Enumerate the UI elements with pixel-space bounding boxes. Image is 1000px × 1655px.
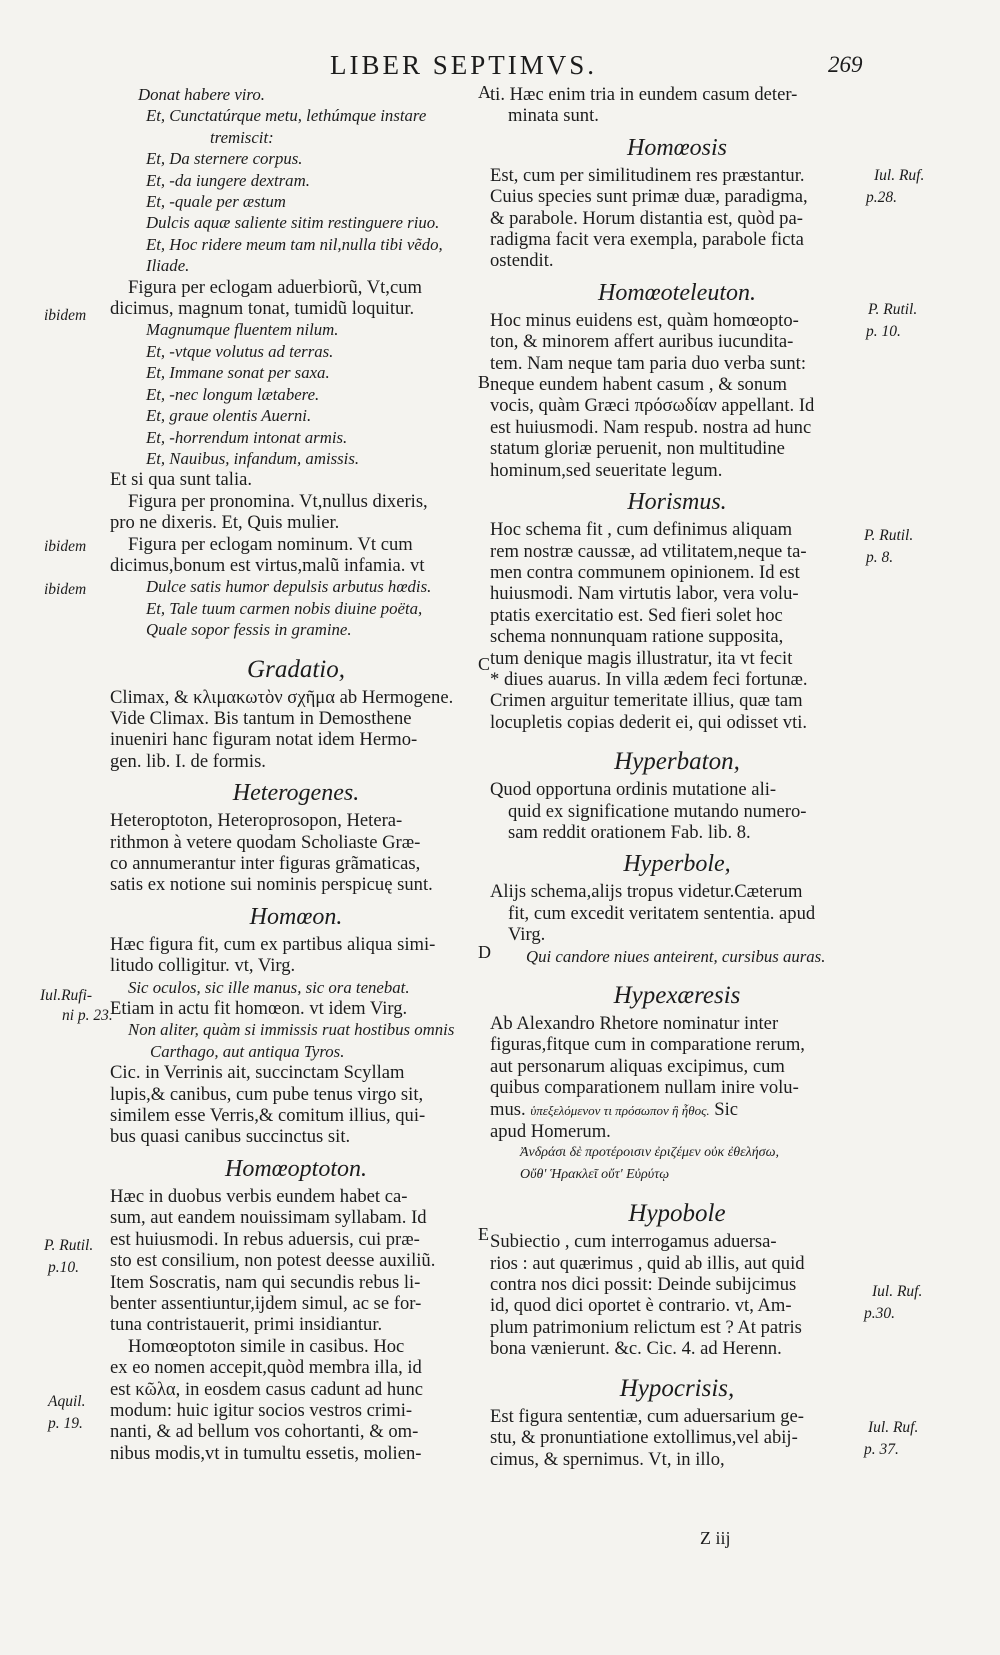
- text-line: Virg.: [508, 924, 546, 946]
- text-line: dicimus, magnum tonat, tumidũ loquitur.: [110, 298, 415, 320]
- text-line: ostendit.: [490, 250, 554, 272]
- right-column: [490, 84, 864, 1470]
- section-heading-hypobole: Hypobole: [628, 1200, 726, 1228]
- paragraph: [110, 491, 482, 534]
- text-line: Subiectio , cum interrogamus aduersa-: [490, 1231, 777, 1253]
- text-line: plum patrimonium relictum est ? At patris: [490, 1316, 802, 1338]
- text-line: sum, aut eandem nouissimam syllabam. Id: [110, 1207, 427, 1229]
- verse-line: Et, graue olentis Auerni.: [146, 406, 312, 426]
- verse-line: Et, Immane sonat per saxa.: [146, 363, 330, 383]
- greek-verse-line: Ἀνδράσι δὲ προτέροισιν ἐριζέμεν οὐκ ἐθελήσω,: [520, 1145, 779, 1161]
- margin-note-p-rutil: P. Rutil.: [864, 527, 914, 544]
- greek-verse-line: Οὔθ' Ἡρακλεῖ οὔτ' Εὐρύτῳ: [520, 1166, 670, 1182]
- text-line: Homœoptoton simile in casibus. Hoc: [128, 1335, 405, 1357]
- margin-note-iul-ruf-page: p.28.: [866, 189, 897, 206]
- section-letter-a: A: [478, 82, 491, 102]
- text-line: tum denique magis illustratur, ita vt fecit: [490, 647, 793, 669]
- text-line: Heteroptoton, Heteroprosopon, Hetera-: [110, 810, 403, 832]
- text-line: rem nostræ caussæ, ad vtilitatem,neque ta-: [490, 540, 807, 562]
- paragraph: [110, 810, 482, 896]
- paragraph: [110, 534, 482, 577]
- text-line: satis ex notione sui nominis perspicuę sunt.: [110, 874, 433, 896]
- paragraph: [110, 277, 482, 320]
- text-line: Cic. in Verrinis ait, succinctam Scyllam: [110, 1062, 405, 1084]
- verse-line: Magnumque fluentem nilum.: [146, 320, 339, 340]
- text-line: id, quod dici oportet è contrario. vt, Am-: [490, 1295, 792, 1317]
- text-line: Cuius species sunt primæ duæ, paradigma,: [490, 186, 808, 208]
- text-line: stu, & pronuntiatione extollimus,vel abij-: [490, 1427, 798, 1449]
- text-line: locupletis copias dederit ei, qui odisset vti.: [490, 711, 808, 733]
- section-heading-homoeon: Homœon.: [249, 903, 343, 930]
- text-line: Figura per eclogam nominum. Vt cum: [128, 533, 413, 555]
- margin-note-p-rutil-page: p. 10.: [866, 323, 901, 340]
- text-line: rios : aut quærimus , quid ab illis, aut quid: [490, 1252, 805, 1274]
- verse-line: Dulce satis humor depulsis arbutus hœdis.: [146, 577, 432, 597]
- text-line: minata sunt.: [508, 105, 599, 127]
- paragraph: [490, 779, 864, 843]
- text-line: quid ex significatione mutando numero-: [508, 800, 807, 822]
- section-heading-hyperbaton: Hyperbaton,: [614, 748, 740, 776]
- margin-note-p-rutil: P. Rutil.: [44, 1237, 94, 1254]
- section-heading-heterogenes: Heterogenes.: [232, 780, 360, 807]
- paragraph: [490, 84, 864, 127]
- text-line: Hoc minus euidens est, quàm homœopto-: [490, 309, 799, 331]
- text-line: * diues auarus. In villa ædem feci fortunæ.: [490, 668, 808, 690]
- section-heading-homoeosis: Homœosis: [626, 134, 728, 161]
- verse-line: Et, -nec longum lætabere.: [146, 384, 320, 404]
- text-line: sto est consilium, non potest deesse auxiliũ.: [110, 1250, 436, 1272]
- verse-line: Carthago, aut antiqua Tyros.: [150, 1041, 345, 1061]
- text-line: figuras,fitque cum in comparatione rerum,: [490, 1034, 805, 1056]
- text-line: Crimen arguitur temeritate illius, quæ tam: [490, 690, 803, 712]
- verse-block: [110, 319, 482, 469]
- margin-note-iul-rufi: Iul.Rufi-: [40, 987, 93, 1004]
- verse-line: Donat habere viro.: [138, 85, 265, 104]
- text-line: statum gloriæ peruenit, non multitudine: [490, 438, 785, 460]
- paragraph: [110, 934, 482, 1148]
- verse-line: Et, -da iungere dextram.: [146, 170, 310, 190]
- text-line: Alijs schema,alijs tropus videtur.Cæterum: [490, 881, 803, 903]
- paragraph: [490, 881, 864, 967]
- text-line: benter assentiuntur,ijdem simul, ac se for-: [110, 1292, 422, 1314]
- text-line: Etiam in actu fit homœon. vt idem Virg.: [110, 998, 408, 1020]
- text-line: radigma facit vera exempla, parabole ficta: [490, 229, 804, 251]
- verse-block: [110, 576, 482, 640]
- verse-line: Qui candore niues anteirent, cursibus auras.: [526, 946, 826, 966]
- section-heading-hypexaeresis: Hypexæresis: [613, 982, 741, 1009]
- text-line: inueniri hanc figuram notat idem Hermo-: [110, 729, 418, 751]
- left-column: [110, 84, 482, 1464]
- paragraph: [110, 687, 482, 773]
- text-line: Hæc in duobus verbis eundem habet ca-: [110, 1185, 408, 1207]
- text-line: dicimus,bonum est virtus,malũ infamia. vt: [110, 554, 425, 576]
- text-line: rithmon à vetere quodam Scholiaste Græ-: [110, 831, 421, 853]
- text-line: hominum,sed seueritate legum.: [490, 459, 723, 481]
- text-line: ton, & minorem affert auribus iucundita-: [490, 331, 794, 353]
- text-line: est huiusmodi. Nam respub. nostra ad hunc: [490, 416, 812, 438]
- margin-note-iul-ruf-page: p.30.: [864, 1305, 895, 1322]
- verse-line: Sic oculos, sic ille manus, sic ora tenebat.: [128, 977, 410, 997]
- text-line: pro ne dixeris. Et, Quis mulier.: [110, 512, 340, 534]
- verse-line: Et, Hoc ridere meum tam nil,nulla tibi vẽdo,: [146, 234, 443, 254]
- text-line: bus quasi canibus succinctus sit.: [110, 1126, 351, 1148]
- text-line: lupis,& canibus, cum pube tenus virgo sit,: [110, 1083, 424, 1105]
- text-line: Climax, & κλιμακωτὸν σχῆμα ab Hermogene.: [110, 686, 454, 708]
- text-line: Ab Alexandro Rhetore nominatur inter: [490, 1013, 779, 1034]
- text-line: quibus comparationem nullam inire volu-: [490, 1077, 799, 1099]
- section-heading-hyperbole: Hyperbole,: [623, 851, 731, 878]
- verse-line: Et, -vtque volutus ad terras.: [146, 341, 334, 361]
- margin-note-p-rutil-page: p. 8.: [866, 549, 894, 566]
- text-line: tem. Nam neque tam paria duo verba sunt:: [490, 352, 806, 374]
- section-letter-c: C: [478, 654, 491, 674]
- verse-line: Non aliter, quàm si immissis ruat hostibus omnis: [128, 1020, 455, 1040]
- text-line: est κῶλα, in eosdem casus cadunt ad hunc: [110, 1378, 423, 1400]
- text-line: ex eo nomen accepit,quòd membra illa, id: [110, 1357, 422, 1379]
- text-line: ti. Hæc enim tria in eundem casum deter-: [490, 84, 798, 105]
- verse-line: Et, Tale tuum carmen nobis diuine poëta,: [146, 598, 423, 618]
- verse-line: Quale sopor fessis in gramine.: [146, 620, 352, 640]
- margin-note-p-rutil-page: p.10.: [48, 1259, 79, 1276]
- margin-note-ibidem: ibidem: [44, 538, 87, 555]
- margin-note-iul-rufi-page: ni p. 23.: [62, 1007, 113, 1024]
- text-line: ptatis exercitatio est. Sed fieri solet hoc: [490, 604, 783, 626]
- paragraph: [110, 1186, 482, 1336]
- text-line: tuna contristauerit, primi insidiantur.: [110, 1314, 383, 1336]
- verse-line: Et, Da sternere corpus.: [146, 149, 303, 169]
- paragraph: [490, 519, 864, 733]
- signature-mark: Z iij: [700, 1528, 731, 1548]
- text-line: Figura per eclogam aduerbiorũ, Vt,cum: [128, 276, 422, 298]
- margin-note-iul-ruf: Iul. Ruf.: [874, 167, 925, 184]
- text-line: similem esse Verris,& comitum illius, qui-: [110, 1105, 426, 1127]
- verse-line: Et, Nauibus, infandum, amissis.: [146, 448, 360, 468]
- verse-line: Iliade.: [146, 256, 190, 276]
- paragraph: [110, 1336, 482, 1464]
- section-heading-homoeoteleuton: Homœoteleuton.: [598, 279, 756, 306]
- text-line: [490, 1099, 864, 1121]
- section-heading-gradatio: Gradatio,: [247, 655, 345, 683]
- text-line: huiusmodi. Nam virtutis labor, vera volu-: [490, 583, 799, 605]
- text-line: & parabole. Horum distantia est, quòd pa-: [490, 207, 803, 229]
- text-line: est huiusmodi. In rebus aduersis, cui præ-: [110, 1228, 420, 1250]
- paragraph: [490, 1406, 864, 1470]
- section-letter-e: E: [478, 1224, 489, 1244]
- text-line: contra nos dici possit: Deinde subijcimus: [490, 1274, 797, 1296]
- text-line: Item Soscratis, nam qui secundis rebus li-: [110, 1271, 421, 1293]
- text-line: Est, cum per similitudinem res præstantur.: [490, 164, 805, 186]
- running-title: LIBER SEPTIMVS.: [330, 50, 598, 80]
- section-letter-b: B: [478, 372, 491, 392]
- margin-note-p-rutil: P. Rutil.: [868, 301, 918, 318]
- section-heading-horismus: Horismus.: [627, 489, 727, 516]
- text-line: Vide Climax. Bis tantum in Demosthene: [110, 707, 412, 729]
- text-line: fit, cum excedit veritatem sententia. apud: [508, 902, 816, 924]
- margin-note-ibidem: ibidem: [44, 581, 87, 598]
- text-line: men contra communem opinionem. Id est: [490, 561, 800, 583]
- margin-note-iul-ruf-page: p. 37.: [864, 1441, 899, 1458]
- text-line: cimus, & spernimus. Vt, in illo,: [490, 1448, 725, 1470]
- paragraph: [490, 165, 864, 272]
- page-header: [0, 48, 1000, 88]
- text-line: neque eundem habent casum , & sonum: [490, 374, 787, 396]
- page-number: 269: [828, 52, 863, 77]
- text-line: Hoc schema fit , cum definimus aliquam: [490, 519, 793, 541]
- text-line: bona vænierunt. &c. Cic. 4. ad Herenn.: [490, 1338, 782, 1360]
- verse-line: Et, Cunctatúrque metu, lethúmque instare: [146, 106, 427, 126]
- text-line: modum: huic igitur socios vestros crimi-: [110, 1399, 413, 1421]
- greek-text: ὑπεξελόμενον τι πρόσωπον ἢ ἦθος.: [530, 1102, 710, 1118]
- verse-block: [110, 84, 482, 277]
- verse-line: tremiscit:: [210, 127, 274, 147]
- text-line: gen. lib. I. de formis.: [110, 750, 266, 772]
- text-line: schema nonnunquam ratione supposita,: [490, 626, 784, 648]
- text-line: nanti, & ad bellum vos cohortanti, & om-: [110, 1421, 419, 1443]
- text-line: apud Homerum.: [490, 1121, 611, 1143]
- text-line: litudo colligitur. vt, Virg.: [110, 955, 296, 977]
- paragraph: [490, 1231, 864, 1359]
- text-line: sam reddit orationem Fab. lib. 8.: [508, 821, 751, 843]
- section-letter-d: D: [478, 942, 491, 962]
- section-heading-hypocrisis: Hypocrisis,: [619, 1374, 735, 1402]
- text-line: co annumerantur inter figuras grãmaticas,: [110, 853, 421, 874]
- paragraph: [490, 1013, 864, 1185]
- margin-note-iul-ruf: Iul. Ruf.: [868, 1419, 919, 1436]
- text-line: vocis, quàm Græci πρόσωδίαν appellant. Id: [490, 395, 815, 417]
- text-span: mus.: [490, 1098, 526, 1120]
- text-line: Quod opportuna ordinis mutatione ali-: [490, 779, 777, 801]
- text-line: aut personarum aliquas excipimus, cum: [490, 1055, 785, 1077]
- text-line: Figura per pronomina. Vt,nullus dixeris,: [128, 490, 428, 512]
- verse-line: Et, -horrendum intonat armis.: [146, 427, 348, 447]
- text-line: Et si qua sunt talia.: [110, 469, 253, 491]
- margin-note-iul-ruf: Iul. Ruf.: [872, 1283, 923, 1300]
- section-heading-homoeoptoton: Homœoptoton.: [224, 1155, 367, 1182]
- paragraph: [490, 310, 864, 481]
- margin-note-aquil-page: p. 19.: [48, 1415, 83, 1432]
- verse-line: Et, -quale per æstum: [146, 192, 286, 212]
- text-span: Sic: [714, 1098, 739, 1120]
- text-line: Hæc figura fit, cum ex partibus aliqua simi-: [110, 933, 436, 955]
- text-line: nibus modis,vt in tumultu essetis, molien-: [110, 1442, 422, 1464]
- margin-note-aquil: Aquil.: [48, 1393, 86, 1410]
- margin-note-ibidem: ibidem: [44, 307, 87, 324]
- verse-line: Dulcis aquæ saliente sitim restinguere riuo.: [146, 213, 440, 233]
- text-line: Est figura sententiæ, cum aduersarium ge-: [490, 1405, 804, 1427]
